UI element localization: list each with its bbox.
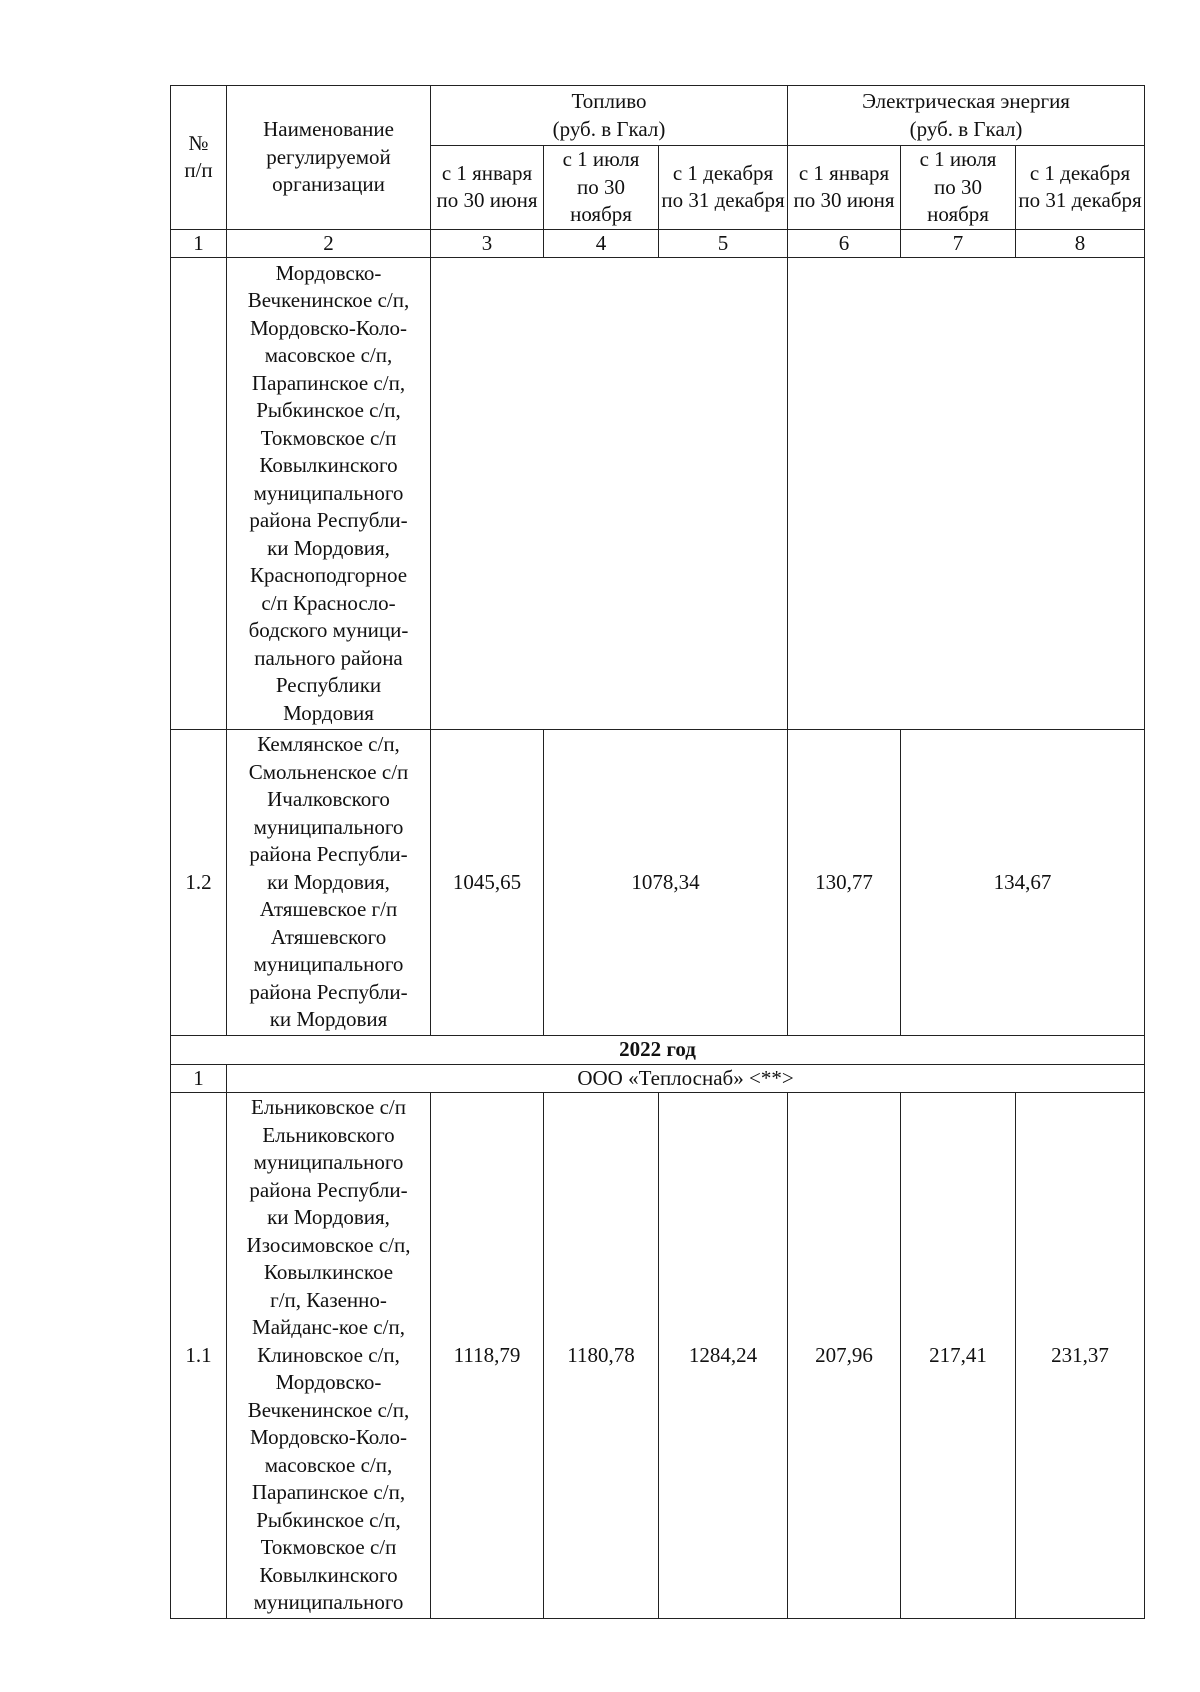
- table-row: [171, 258, 1145, 730]
- header-energy: Электрическая энергия (руб. в Гкал): [788, 86, 1145, 146]
- column-number: 2: [227, 229, 431, 258]
- period-header: с 1 декабря по 31 декабря: [1016, 146, 1145, 230]
- column-number: 3: [431, 229, 544, 258]
- tariff-value: 1180,78: [544, 1093, 659, 1619]
- tariff-value: 1284,24: [659, 1093, 788, 1619]
- fuel-values: [431, 258, 788, 730]
- period-header: с 1 января по 30 июня: [431, 146, 544, 230]
- row-number: [171, 258, 227, 730]
- column-number: 4: [544, 229, 659, 258]
- energy-h2-value: 134,67: [901, 730, 1145, 1036]
- fuel-h1-value: 1045,65: [431, 730, 544, 1036]
- column-number: 1: [171, 229, 227, 258]
- row-number: 1: [171, 1064, 227, 1093]
- column-number: 8: [1016, 229, 1145, 258]
- row-number: 1.2: [171, 730, 227, 1036]
- tariff-table: [170, 85, 1145, 1619]
- energy-values: [788, 258, 1145, 730]
- header-num: № п/п: [171, 86, 227, 230]
- tariff-value: 231,37: [1016, 1093, 1145, 1619]
- period-header: с 1 июля по 30 ноября: [544, 146, 659, 230]
- organization-name: ООО «Теплоснаб» <**>: [227, 1064, 1145, 1093]
- header-fuel: Топливо (руб. в Гкал): [431, 86, 788, 146]
- fuel-h2-value: 1078,34: [544, 730, 788, 1036]
- table-row: [171, 1064, 1145, 1093]
- row-name: Мордовско- Вечкенинское с/п, Мордовско-Коло- масовское с/п, Парапинское с/п, Рыбкинское с/п, Токмовское с/п Ковылкинского муниципального района Республи- ки Мордовия, Красноподгорное с/п Краснослo- бодского муници- пального района Республики Мордовия: [227, 258, 431, 730]
- tariff-value: 207,96: [788, 1093, 901, 1619]
- year-section-label: 2022 год: [171, 1036, 1145, 1065]
- table-row: [171, 1093, 1145, 1619]
- column-number: 6: [788, 229, 901, 258]
- row-name: Кемлянское с/п, Смольненское с/п Ичалковского муниципального района Республи- ки Мордовия, Атяшевское г/п Атяшевского муниципального района Республи- ки Мордовия: [227, 730, 431, 1036]
- period-header: с 1 июля по 30 ноября: [901, 146, 1016, 230]
- column-number: 7: [901, 229, 1016, 258]
- energy-h1-value: 130,77: [788, 730, 901, 1036]
- tariff-value: 217,41: [901, 1093, 1016, 1619]
- period-header: с 1 декабря по 31 декабря: [659, 146, 788, 230]
- row-number: 1.1: [171, 1093, 227, 1619]
- tariff-value: 1118,79: [431, 1093, 544, 1619]
- row-name: Ельниковское с/п Ельниковского муниципального района Республи- ки Мордовия, Изосимовское с/п, Ковылкинское г/п, Казенно- Майданс-кое с/п, Клиновское с/п, Мордовско- Вечкенинское с/п, Мордовско-Коло- масовское с/п, Парапинское с/п, Рыбкинское с/п, Токмовское с/п Ковылкинского муниципального: [227, 1093, 431, 1619]
- column-number: 5: [659, 229, 788, 258]
- header-name: Наименование регулируемой организации: [227, 86, 431, 230]
- period-header: с 1 января по 30 июня: [788, 146, 901, 230]
- table-row: [171, 730, 1145, 1036]
